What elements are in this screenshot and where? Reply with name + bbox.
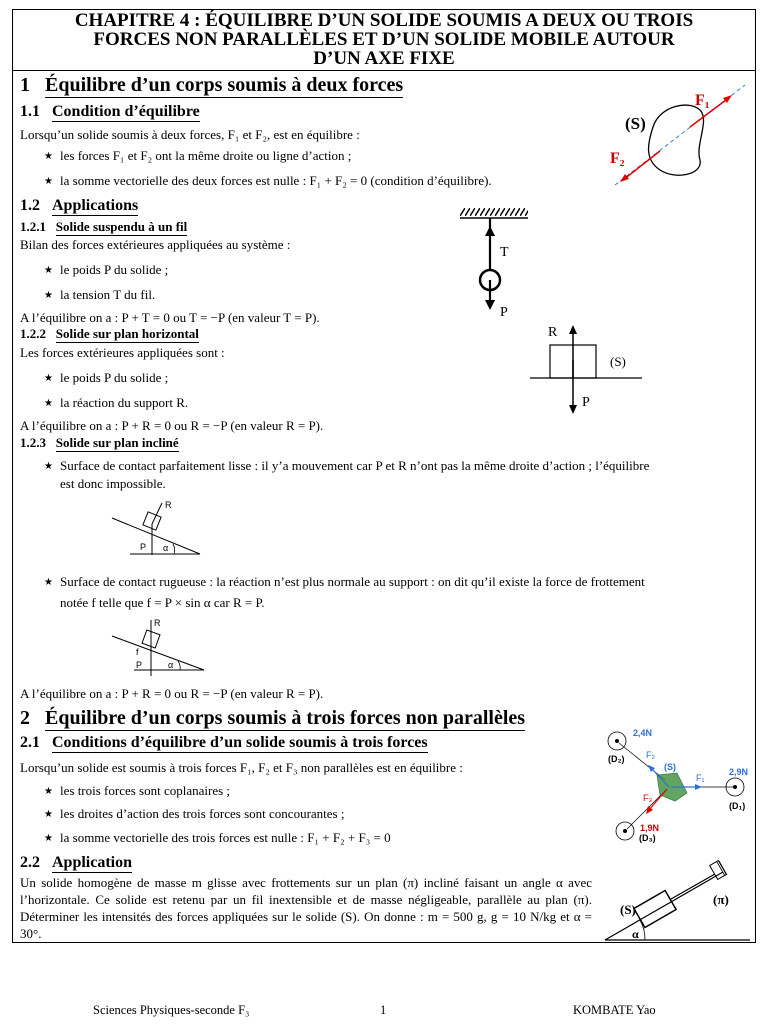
bullet-star-icon: ★ [44,786,53,797]
label-s: (S) [610,354,626,369]
arrowhead-icon [569,405,577,414]
footer-page-number: 1 [380,1003,387,1017]
label-alpha: α [163,543,169,553]
bullet-star-icon: ★ [44,833,53,844]
solid-shape [649,105,704,175]
label-t: T [500,245,509,260]
figure-three-forces [605,725,755,845]
label-d3: (D₃) [639,833,656,843]
s21-bullet-2: les droites d’action des trois forces sont concourantes ; [60,806,345,821]
s122-bullet-2: la réaction du support R. [60,395,189,410]
figure-two-forces [605,85,755,185]
section-1-heading: 1 Équilibre d’un corps soumis à deux forces [20,74,404,96]
label-f2-value: 2,4N [633,728,653,738]
s122-equation: A l’équilibre on a : P + R = 0 ou R = −P (en valeur R = P). [20,418,324,433]
label-p: P [136,660,143,670]
s123-bullet-2b: notée f telle que f = P × sin α car R = P. [60,595,265,610]
label-f1-value: 2,9N [729,767,749,777]
label-f1: F₁ [696,773,705,783]
figure-inclined-plane-problem [605,860,753,942]
section-1-2-heading: 1.2 Applications [20,197,139,214]
s121-bullet-1: le poids P du solide ; [60,262,169,277]
label-pi: (π) [713,892,729,907]
s11-intro: Lorsqu’un solide soumis à deux forces, F₁ et F₂, est en équilibre : [20,127,360,142]
s11-bullet-2: la somme vectorielle des deux forces est nulle : F₁ + F₂ = 0 (condition d’équilibre). [60,173,492,188]
section-2-2-heading: 2.2 Application [20,854,133,871]
s22-text: Un solide homogène de masse m glisse avec frottements sur un plan (π) incliné faisant un angle α avec l’horizontale. Ce solide est retenu par un fil inextensible et de masse négligeable, parallèle au plan (π). Déterminer les intensités des forces appliquées sur le solide (S). On donne : m = 500 g, g = 10 N/kg et α = 30°. [20,875,592,941]
s122-intro: Les forces extérieures appliquées sont : [20,345,225,360]
label-alpha: α [632,927,639,941]
title-line-1: CHAPITRE 4 : ÉQUILIBRE D’UN SOLIDE SOUMIS A DEUX OU TROIS [74,10,694,31]
s121-bullet-2: la tension T du fil. [60,287,156,302]
arrowhead-icon [485,226,495,236]
figure-horizontal-plane [530,320,645,415]
ceiling [460,208,528,216]
label-s: (S) [664,762,676,772]
label-f3-value: 1,9N [640,823,660,833]
section-1-2-2-heading: 1.2.2 Solide sur plan horizontal [20,326,199,341]
s121-equation: A l’équilibre on a : P + T = 0 ou T = −P (en valeur T = P). [20,310,320,325]
footer-author: KOMBATE Yao [573,1003,656,1017]
footer-left: Sciences Physiques-seconde F₃ [93,1003,250,1017]
section-2-heading: 2 Équilibre d’un corps soumis à trois forces non parallèles [20,707,526,729]
bullet-star-icon: ★ [44,461,53,472]
s121-intro: Bilan des forces extérieures appliquées au système : [20,237,291,252]
label-f: f [136,647,139,657]
bullet-star-icon: ★ [44,176,53,187]
bullet-star-icon: ★ [44,577,53,588]
bullet-star-icon: ★ [44,265,53,276]
section-1-2-1-heading: 1.2.1 Solide suspendu à un fil [20,219,188,234]
section-1-2-3-heading: 1.2.3 Solide sur plan incliné [20,435,179,450]
label-d1: (D₁) [729,801,746,811]
section-2-1-heading: 2.1 Conditions d’équilibre d’un solide soumis à trois forces [20,734,428,751]
label-f2: F₂ [646,750,655,760]
s21-bullet-1: les trois forces sont coplanaires ; [60,783,231,798]
arrowhead-icon [485,300,495,310]
label-p: P [500,305,508,320]
s123-bullet-1a: Surface de contact parfaitement lisse : il y’a mouvement car P et R n’ont pas la même droite d’action ; l’équilibre [60,458,650,473]
s21-bullet-3: la somme vectorielle des trois forces est nulle : F₁ + F₂ + F₃ = 0 [60,830,391,845]
s123-bullet-2a: Surface de contact rugueuse : la réaction n’est plus normale au support : on dit qu’il existe la force de frottement [60,574,645,589]
s122-bullet-1: le poids P du solide ; [60,370,169,385]
label-r: R [165,500,172,510]
s11-bullet-1: les forces F₁ et F₂ ont la même droite ou ligne d’action ; [60,148,352,163]
label-p: P [582,395,590,410]
figure-rough-incline [112,618,212,683]
label-alpha: α [168,660,174,670]
title-line-2: FORCES NON PARALLÈLES ET D’UN SOLIDE MOBILE AUTOUR [93,29,675,50]
chapter-title [12,9,756,71]
label-f1: F₁ [695,92,710,109]
label-f2: F₂ [610,150,625,167]
label-r: R [548,325,558,340]
figure-suspended-solid [460,208,530,318]
figure-smooth-incline [112,500,207,560]
bullet-star-icon: ★ [44,290,53,301]
arrowhead-icon [569,325,577,334]
label-f3: F₃ [643,793,653,803]
label-s: (S) [620,902,636,917]
bullet-star-icon: ★ [44,398,53,409]
label-d2: (D₂) [608,754,625,764]
label-r: R [154,618,161,628]
bullet-star-icon: ★ [44,809,53,820]
label-s: (S) [625,114,646,133]
label-p: P [140,542,147,552]
bullet-star-icon: ★ [44,151,53,162]
s123-equation: A l’équilibre on a : P + R = 0 ou R = −P (en valeur R = P). [20,686,324,701]
bullet-star-icon: ★ [44,373,53,384]
s123-bullet-1b: est donc impossible. [60,476,166,491]
title-line-3: D’UN AXE FIXE [313,48,455,69]
section-1-1-heading: 1.1 Condition d’équilibre [20,103,200,120]
s21-intro: Lorsqu’un solide est soumis à trois forces F₁, F₂ et F₃ non parallèles est en équilibre : [20,760,463,775]
